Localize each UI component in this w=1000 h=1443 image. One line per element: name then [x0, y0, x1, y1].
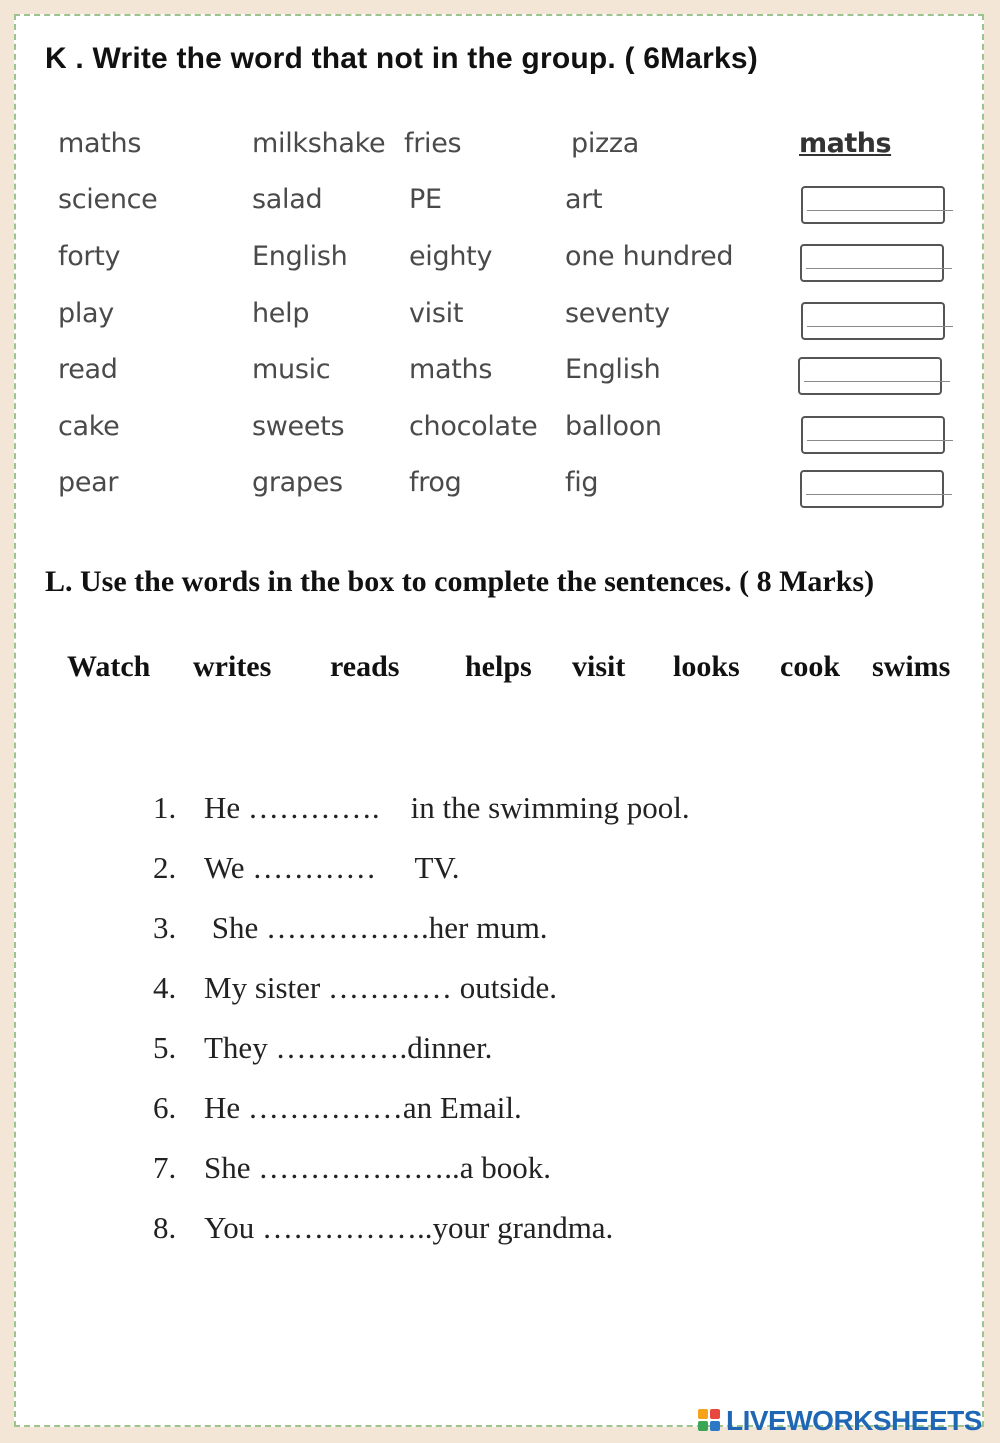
answer-input-box[interactable] [801, 302, 945, 340]
answer-input-box[interactable] [801, 186, 945, 224]
word-bank-item: writes [193, 650, 272, 683]
sentence-text: They ………….dinner. [204, 1030, 493, 1065]
grid-word: play [58, 298, 114, 329]
answer-input-box[interactable] [800, 470, 944, 508]
example-answer: maths [799, 128, 892, 159]
grid-word: science [58, 184, 158, 215]
sentence-number: 5. [153, 1030, 177, 1065]
grid-word: art [565, 184, 603, 215]
grid-word: English [252, 241, 348, 272]
grid-word: frog [409, 467, 462, 498]
section-k-title: K . Write the word that not in the group. ( 6Marks) [45, 42, 758, 75]
grid-word: English [565, 354, 661, 385]
grid-word: balloon [565, 411, 662, 442]
word-bank-item: cook [780, 650, 840, 683]
sentence-number: 3. [153, 910, 177, 945]
grid-word: PE [409, 184, 442, 215]
sentence-text: She …………….her mum. [204, 910, 548, 945]
sentence-number: 8. [153, 1210, 177, 1245]
grid-word: eighty [409, 241, 493, 272]
sentence-number: 1. [153, 790, 177, 825]
word-bank-item: swims [872, 650, 951, 683]
grid-word: read [58, 354, 118, 385]
grid-word: milkshake [252, 128, 386, 159]
grid-word: pear [58, 467, 119, 498]
answer-input-box[interactable] [801, 416, 945, 454]
sentence-number: 6. [153, 1090, 177, 1125]
sentence-text: We ………… TV. [204, 850, 460, 885]
sentence-number: 4. [153, 970, 177, 1005]
grid-word: music [252, 354, 331, 385]
word-bank-item: looks [673, 650, 740, 683]
answer-input-box[interactable] [800, 244, 944, 282]
grid-word: fig [565, 467, 599, 498]
sentence-text: My sister ………… outside. [204, 970, 558, 1005]
word-bank-item: helps [465, 650, 532, 683]
brand-name: LIVEWORKSHEETS [726, 1405, 982, 1436]
grid-word: forty [58, 241, 121, 272]
sentence-text: You ……………..your grandma. [204, 1210, 614, 1245]
sentence-text: He …………. in the swimming pool. [204, 790, 690, 825]
grid-word: chocolate [409, 411, 538, 442]
answer-input-box[interactable] [798, 357, 942, 395]
grid-word: sweets [252, 411, 345, 442]
word-bank-item: reads [330, 650, 400, 683]
grid-word: grapes [252, 467, 343, 498]
grid-word: one hundred [565, 241, 734, 272]
grid-word: visit [409, 298, 464, 329]
grid-word: seventy [565, 298, 670, 329]
section-l-title: L. Use the words in the box to complete the sentences. ( 8 Marks) [45, 565, 875, 598]
sentence-text: He ……………an Email. [204, 1090, 522, 1125]
grid-word: cake [58, 411, 120, 442]
sentence-number: 7. [153, 1150, 177, 1185]
grid-word: fries [404, 128, 462, 159]
sentence-number: 2. [153, 850, 177, 885]
grid-word: maths [409, 354, 493, 385]
word-bank-item: visit [572, 650, 626, 683]
grid-word: maths [58, 128, 142, 159]
liveworksheets-brand[interactable] [698, 1404, 982, 1438]
grid-word: salad [252, 184, 323, 215]
grid-word: pizza [571, 128, 640, 159]
word-bank-item: Watch [67, 650, 151, 683]
sentence-text: She ………………..a book. [204, 1150, 552, 1185]
grid-word: help [252, 298, 310, 329]
liveworksheets-logo-icon [698, 1409, 722, 1433]
